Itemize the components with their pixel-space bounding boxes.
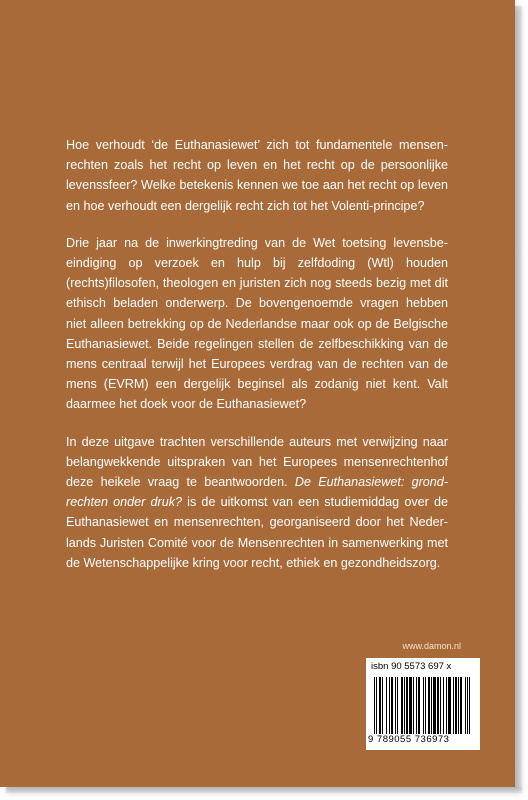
book-title-italic: De Euthanasiewet: grondrechten onder druk? (66, 475, 449, 510)
publisher-website: www.damon.nl (402, 641, 461, 651)
blurb-paragraph-3-rest: is de uitkomst van een studiemiddag over de Euthanasiewet en mensenrechten, georganiseerd door het Nederlands Juristen Comité voor de Mensenrechten in samenwerking met de Wetenschappelijke kring voor recht, ethiek en gezondheidszorg. (66, 495, 448, 570)
blurb-text (66, 135, 448, 590)
barcode-bars (374, 677, 472, 734)
cover-bottom-shadow (6, 787, 522, 793)
blurb-paragraph-1: Hoe verhoudt ‘de Euthanasiewet’ zich tot fundamentele mensenrechten zoals het recht op leven en het recht op de persoonlijke levenssfeer? Welke betekenis kennen we toe aan het recht op leven en hoe verhoudt een dergelijk recht zich tot het Volenti-principe? (66, 138, 448, 213)
blurb-paragraph-2: Drie jaar na de inwerkingtreding van de Wet toetsing levensbeeindiging op verzoek en hulp bij zelfdoding (Wtl) houden (rechts)filosofen, theologen en juristen zich nog steeds bezig met dit ethisch beladen onderwerp. De bovengenoemde vragen hebben niet alleen betrekking op de Nederlandse maar ook op de Belgische Euthanasiewet. Beide regelingen stellen de zelfbeschikking van de mens centraal terwijl het Europees verdrag van de rechten van de mens (EVRM) een dergelijk beginsel als zodanig niet kent. Valt daarmee het doek voor de Euthanasiewet? (66, 235, 448, 412)
cover-edge-shadow (515, 6, 522, 793)
blurb-paragraph-3 (66, 432, 448, 573)
ean-number: 9 789055 736973 (368, 734, 450, 745)
blurb-paragraph-3-intro: In deze uitgave trachten verschillende auteurs met verwijzing naar belangwekkende uitspraken van het Europees mensenrechtenhof deze heikele vraag te beantwoorden. (66, 434, 448, 490)
isbn-number: isbn 90 5573 697 x (371, 661, 452, 672)
barcode-label (366, 658, 480, 750)
